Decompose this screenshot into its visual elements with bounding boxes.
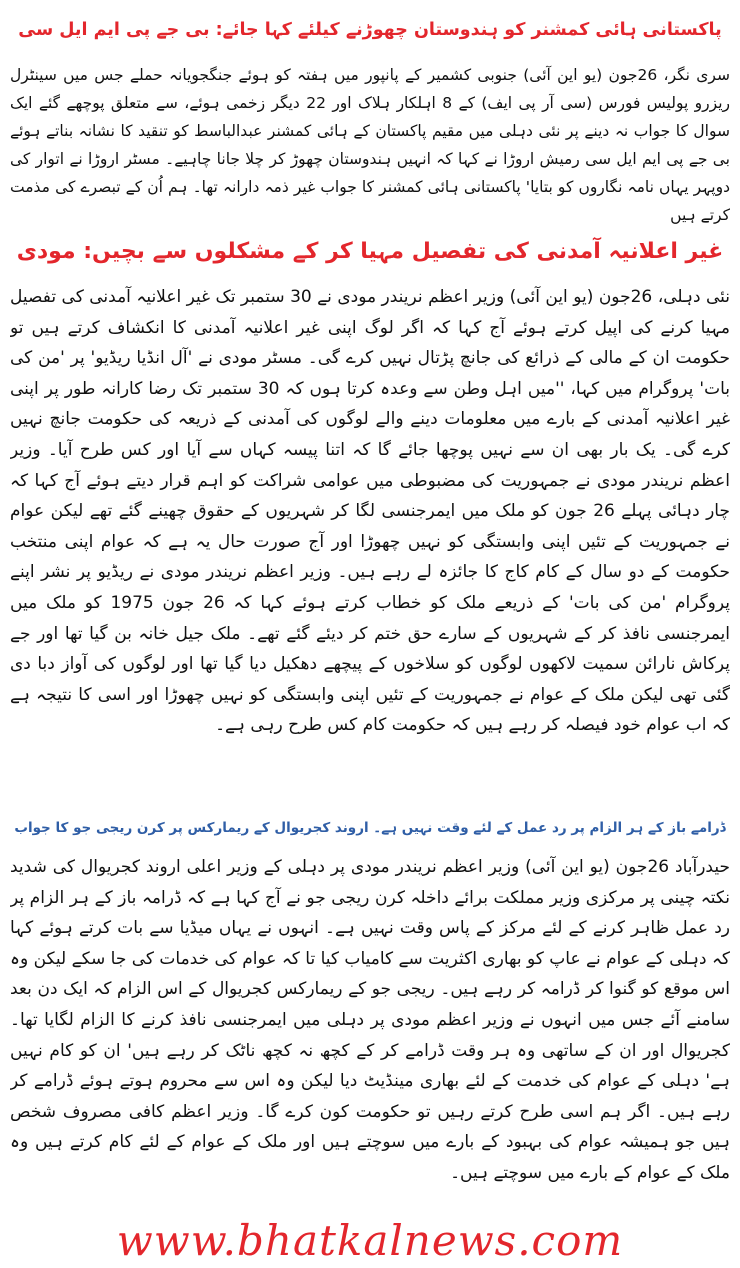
article3-body: حیدرآباد 26جون (یو این آئی) وزیر اعظم نریندر مودی پر دہلی کے وزیر اعلی اروند کجریوال کی شدید نکتہ چینی پر مرکزی وزیر مملکت برائے داخلہ کرن ریجی جو نے آج کہا ہے کہ ڈرامہ باز کے ہر الزام پر رد عمل ظاہر کرنے کے لئے مرکز کے پاس وقت نہیں ہے۔ انہوں نے یہاں میڈیا سے بات کرتے ہوئے کہا کہ دہلی کے عوام نے عاپ کو بھاری اکثریت سے کامیاب کیا تا کہ عوام کی خدمات کی جا سکے لیکن وہ اس موقع کو گنوا کر ڈرامہ کر رہے ہیں۔ ریجی جو کے ریمارکس کجریوال کے اس الزام کہ ایک دن بعد سامنے آئے جس میں انہوں نے وزیر اعظم مودی پر دہلی میں ایمرجنسی نافذ کرنے کا الزام لگایا تھا۔ کجریوال اور ان کے ساتھی وہ ہر وقت ڈرامے کر کے کچھ نہ کچھ ناٹک کر رہے ہیں' ان کو کام نہیں ہے' دہلی کے عوام کی خدمت کے لئے بھاری مینڈیٹ دیا لیکن وہ اس سے محروم ہوتے ہوئے ڈرامے کر رہے ہیں۔ اگر ہم اسی طرح کرتے رہیں تو حکومت کون کرے گا۔ وزیر اعظم کافی مصروف شخص ہیں جو ہمیشہ عوام کی بہبود کے بارے میں سوچتے ہیں اور ملک کے عوام کے لئے کام کرتے ہیں وہ ملک کے عوام کے بارے میں سوچتے ہیں۔ bbox=[10, 857, 730, 1183]
article2-headline: غیر اعلانیہ آمدنی کی تفصیل مہیا کر کے مشکلوں سے بچیں: مودی bbox=[16, 239, 724, 264]
website-watermark: www.bhatkalnews.com bbox=[116, 1216, 624, 1265]
article1-body: سری نگر، 26جون (یو این آئی) جنوبی کشمیر کے پانپور میں ہفتہ کو ہوئے جنگجویانہ حملے جس میں سینٹرل ریزرو پولیس فورس (سی آر پی ایف) کے 8 اہلکار ہلاک اور 22 دیگر زخمی ہوئے، سے متعلق پوچھے گئے ایک سوال کا جواب نہ دینے پر نئی دہلی میں مقیم پاکستان کے ہائی کمشنر عبدالباسط کو تنقید کا نشانہ بناتے ہوئے بی جے پی ایم ایل سی رمیش اروڑا نے کہا کہ انہیں ہندوستان چھوڑ کر چلا جانا چاہیے۔ مسٹر اروڑا نے اتوار کی دوپہر یہاں نامہ نگاروں کو بتایا' پاکستانی ہائی کمشنر کا جواب غیر ذمہ دارانہ تھا۔ ہم اُن کے تبصرے کی مذمت کرتے ہیں bbox=[10, 66, 730, 224]
article2-body: نئی دہلی، 26جون (یو این آئی) وزیر اعظم نریندر مودی نے 30 ستمبر تک غیر اعلانیہ آمدنی کی تفصیل مہیا کرنے کی اپیل کرتے ہوئے آج کہا کہ اگر لوگ اپنی غیر اعلانیہ آمدنی کا انکشاف کرتے ہیں تو حکومت ان کے مالی کے ذرائع کی جانچ پڑتال نہیں کرے گی۔ مسٹر مودی نے 'آل انڈیا ریڈیو' پر 'من کی بات' پروگرام میں کہا، ''میں اہل وطن سے وعدہ کرتا ہوں کہ 30 ستمبر تک رضا کارانہ طور پر اپنی غیر اعلانیہ آمدنی کے بارے میں معلومات دینے والے لوگوں کی آمدنی کے ذریعہ کی حکومت جانچ نہیں کرے گی۔ یک بار بھی ان سے نہیں پوچھا جائے گا کہ اتنا پیسہ کہاں سے آیا اور کس طرح آیا۔ وزیر اعظم نریندر مودی نے جمہوریت کی مضبوطی میں عوامی شراکت کو اہم قرار دیتے ہوئے آج کہا کہ چار دہائی پہلے 26 جون کو ملک میں ایمرجنسی لگا کر شہریوں کے حقوق چھینے گئے تھے لیکن عوام نے جمہوریت کے تئیں اپنی وابستگی کو نہیں چھوڑا اور آج صورت حال یہ ہے کہ عوام اپنی منتخب حکومت کے دو سال کے کام کاج کا جائزہ لے رہے ہیں۔ وزیر اعظم نریندر مودی نے ریڈیو پر نشر اپنے پروگرام 'من کی بات' کے ذریعے ملک کو خطاب کرتے ہوئے کہا کہ 26 جون 1975 کو ملک میں ایمرجنسی نافذ کر کے شہریوں کے سارے حق ختم کر دیئے گئے تھے۔ ملک جیل خانہ بن گیا تھا اور جے پرکاش نارائن سمیت لاکھوں لوگوں کو سلاخوں کے پیچھے دھکیل دیا گیا تھا اور لوگوں کی آواز دبا دی گئی تھی لیکن ملک کے عوام نے جمہوریت کے تئیں اپنی وابستگی کو نہیں چھوڑا اور اسی کا نتیجہ ہے کہ اب عوام خود فیصلہ کر رہے ہیں کہ حکومت کام کس طرح رہی ہے۔ bbox=[10, 287, 730, 736]
article1-headline: پاکستانی ہائی کمشنر کو ہندوستان چھوڑنے کیلئے کہا جائے: بی جے پی ایم ایل سی bbox=[18, 20, 722, 40]
article3-headline: ڈرامے باز کے ہر الزام پر رد عمل کے لئے وقت نہیں ہے۔ اروند کجریوال کے ریمارکس پر کرن ریجی جو کا جواب bbox=[14, 820, 726, 836]
